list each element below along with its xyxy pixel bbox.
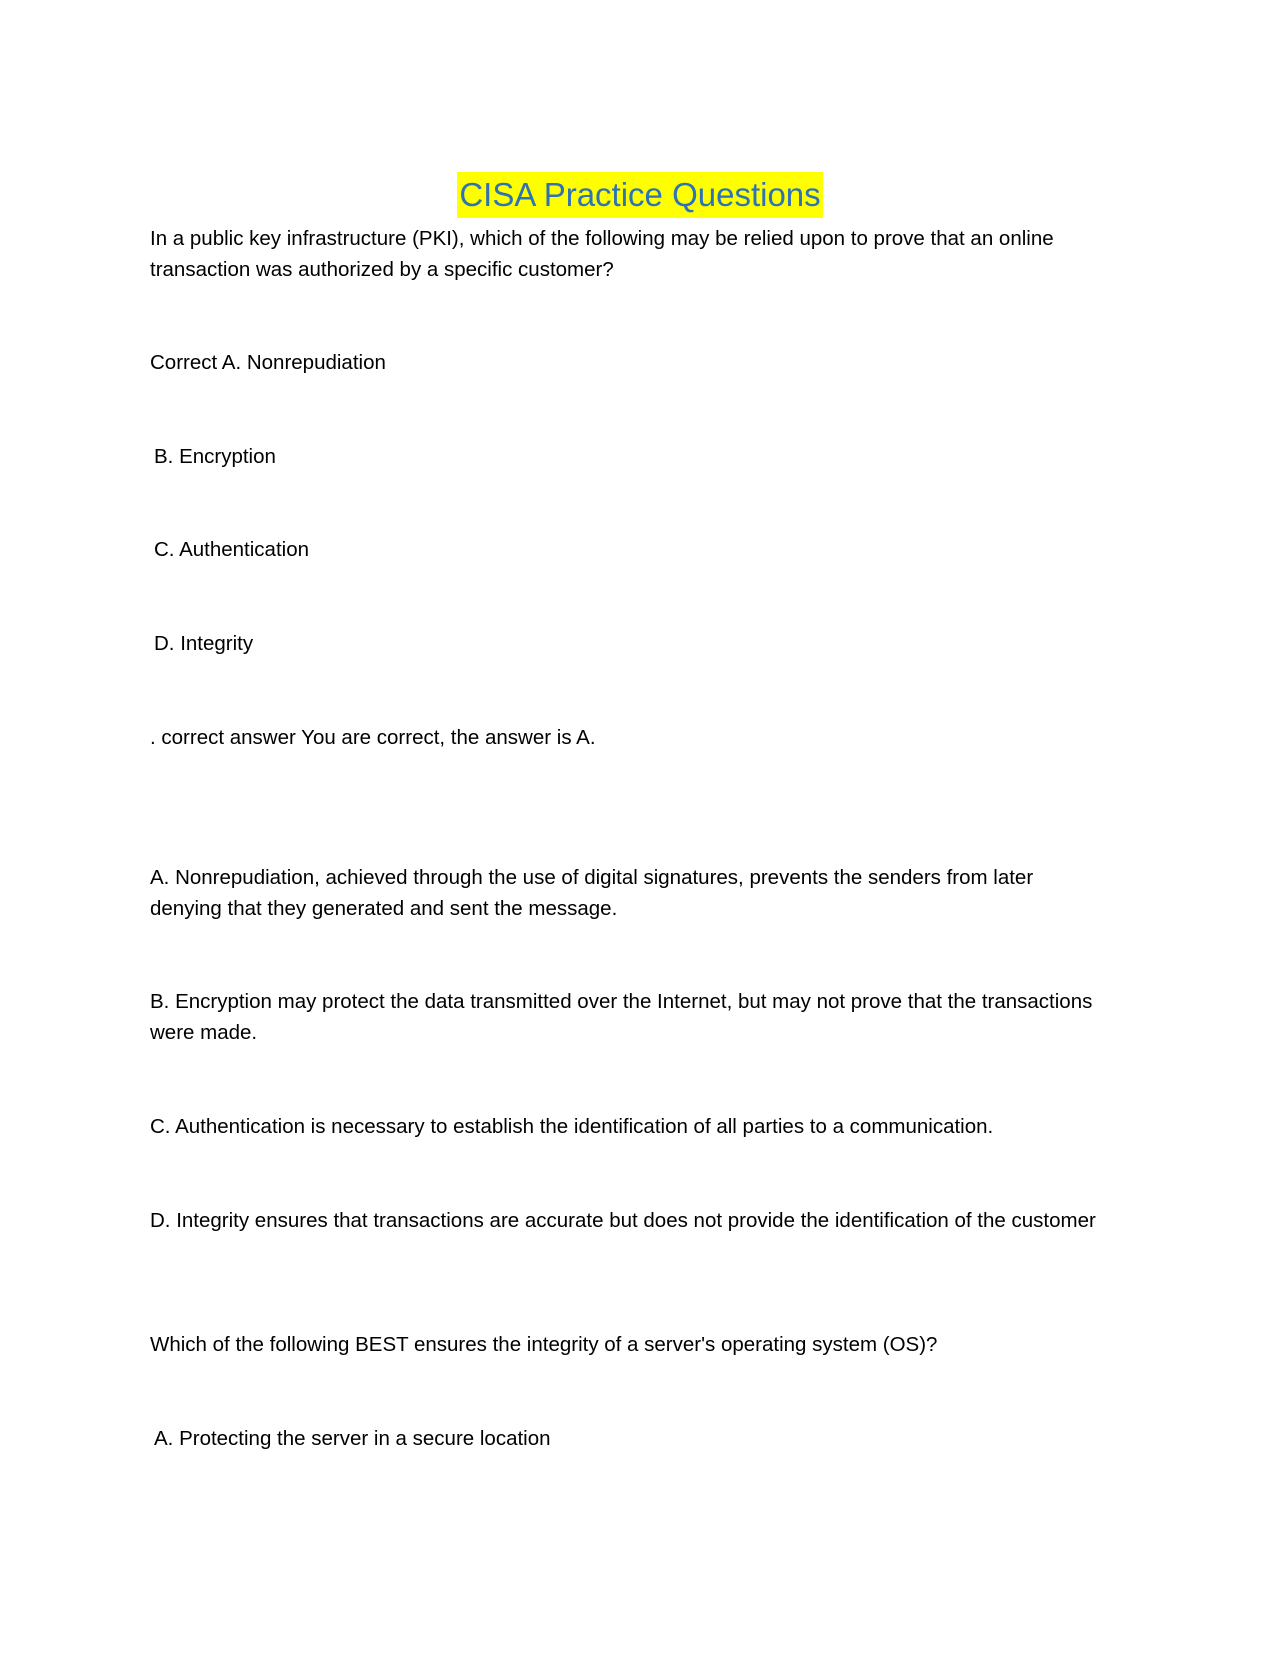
question-1-text: In a public key infrastructure (PKI), which of the following may be relied upon to prove that an online transaction was authorized by a specific customer? [150, 227, 1054, 281]
explanation-c: C. Authentication is necessary to establish the identification of all parties to a communication. [150, 1115, 994, 1138]
explanation-a: A. Nonrepudiation, achieved through the use of digital signatures, prevents the senders from later denying that they generated and sent the message. [150, 866, 1034, 920]
explanation-d: D. Integrity ensures that transactions are accurate but does not provide the identification of the customer [150, 1209, 1096, 1232]
question-1-option-b: B. Encryption [154, 445, 276, 468]
document-title: CISA Practice Questions [457, 172, 822, 218]
question-1-option-c: C. Authentication [154, 538, 309, 561]
explanation-b: B. Encryption may protect the data transmitted over the Internet, but may not prove that the transactions were made. [150, 990, 1093, 1044]
question-2-option-a: A. Protecting the server in a secure location [154, 1427, 551, 1450]
question-1-option-d: D. Integrity [154, 632, 254, 655]
question-1-answer-line: . correct answer You are correct, the answer is A. [150, 726, 596, 749]
question-1-correct-option: Correct A. Nonrepudiation [150, 351, 386, 374]
question-2-text: Which of the following BEST ensures the integrity of a server's operating system (OS)? [150, 1333, 938, 1356]
title-container [0, 172, 1280, 218]
